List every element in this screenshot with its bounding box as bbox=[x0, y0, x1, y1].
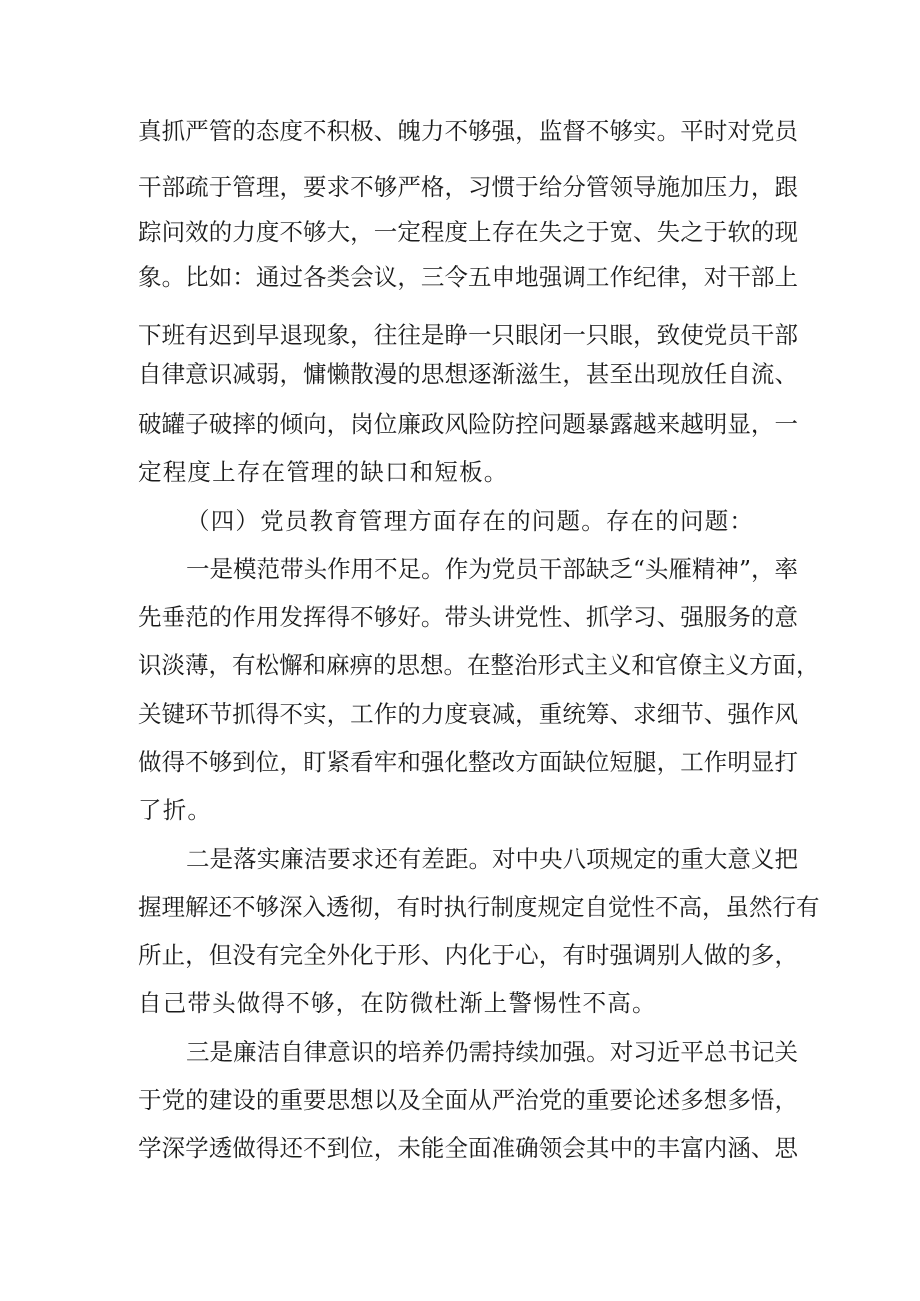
text-line: 识淡薄，有松懈和麻痹的思想。在整治形式主义和官僚主义方面， bbox=[138, 651, 820, 679]
text-line: 做得不够到位，盯紧看牢和强化整改方面缺位短腿，工作明显打 bbox=[138, 748, 798, 776]
text-line: 三是廉洁自律意识的培养仍需持续加强。对习近平总书记关 bbox=[186, 1038, 798, 1066]
text-line: 了折。 bbox=[138, 796, 213, 824]
text-line: 二是落实廉洁要求还有差距。对中央八项规定的重大意义把 bbox=[186, 845, 798, 873]
text-line: 真抓严管的态度不积极、魄力不够强，监督不够实。平时对党员 bbox=[138, 117, 798, 145]
text-line: 自己带头做得不够，在防微杜渐上警惕性不高。 bbox=[138, 989, 657, 1017]
text-line: 干部疏于管理，要求不够严格，习惯于给分管领导施加压力，跟 bbox=[138, 173, 798, 201]
text-line: 先垂范的作用发挥得不够好。带头讲党性、抓学习、强服务的意 bbox=[138, 603, 798, 631]
text-line: 握理解还不够深入透彻，有时执行制度规定自觉性不高，虽然行有 bbox=[138, 893, 820, 921]
text-line: 于党的建设的重要思想以及全面从严治党的重要论述多想多悟， bbox=[138, 1086, 798, 1114]
text-line: 学深学透做得还不到位，未能全面准确领会其中的丰富内涵、思 bbox=[138, 1134, 798, 1162]
text-line: 下班有迟到早退现象，往往是睁一只眼闭一只眼，致使党员干部 bbox=[138, 321, 798, 349]
text-line: 自律意识减弱，慵懒散漫的思想逐渐滋生，甚至出现放任自流、 bbox=[138, 360, 798, 388]
section-heading: （四）党员教育管理方面存在的问题。存在的问题： bbox=[186, 507, 755, 535]
text-line: 定程度上存在管理的缺口和短板。 bbox=[138, 458, 509, 486]
text-line: 一是模范带头作用不足。作为党员干部缺乏“头雁精神”，率 bbox=[186, 555, 798, 583]
text-line: 关键环节抓得不实，工作的力度衰减，重统筹、求细节、强作风 bbox=[138, 700, 798, 728]
text-line: 踪问效的力度不够大，一定程度上存在失之于宽、失之于软的现 bbox=[138, 218, 798, 246]
text-line: 破罐子破摔的倾向，岗位廉政风险防控问题暴露越来越明显，一 bbox=[138, 410, 798, 438]
text-line: 象。比如：通过各类会议，三令五申地强调工作纪律，对干部上 bbox=[138, 263, 798, 291]
text-line: 所止，但没有完全外化于形、内化于心，有时强调别人做的多， bbox=[138, 941, 798, 969]
